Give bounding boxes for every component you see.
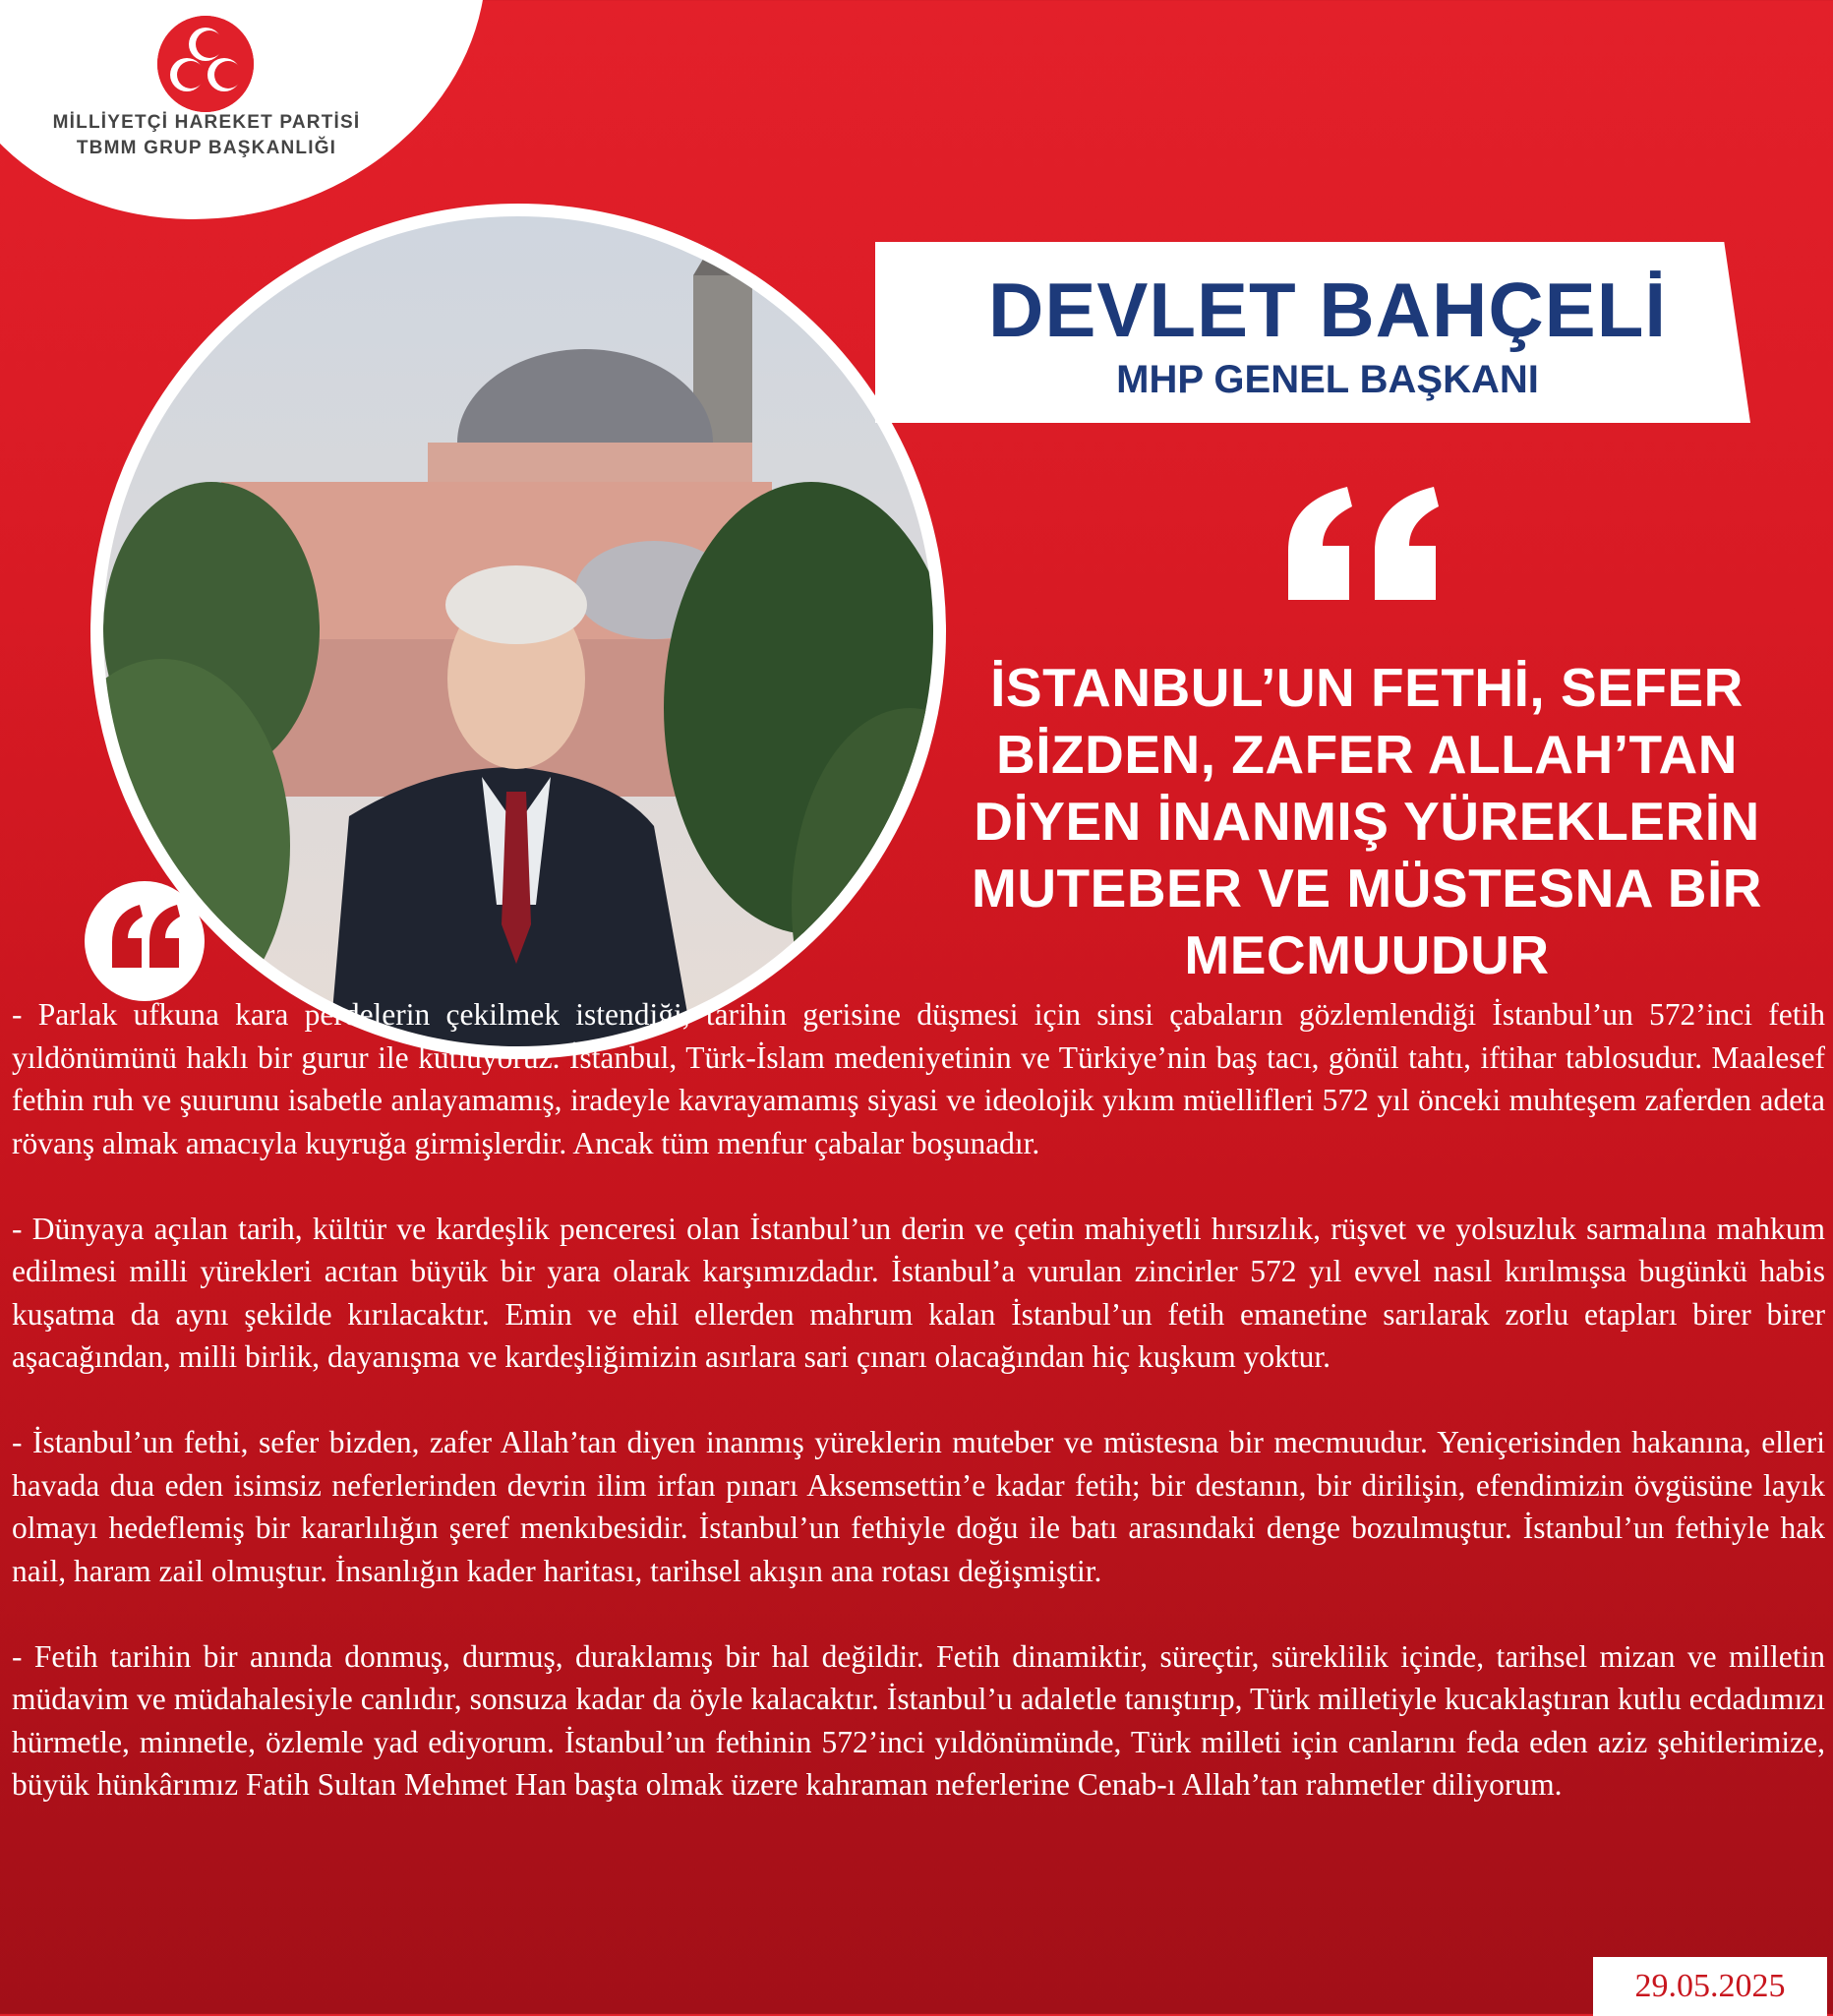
party-name <box>35 110 378 161</box>
headline-quote: İSTANBUL’UN FETHİ, SEFER BİZDEN, ZAFER ALLAH’TAN DİYEN İNANMIŞ YÜREKLERİN MUTEBER VE MÜSTESNA BİR MECMUUDUR <box>972 657 1762 985</box>
paragraph: - İstanbul’un fethi, sefer bizden, zafer Allah’tan diyen inanmış yüreklerin muteber ve müstesna bir mecmuudur. Yeniçerisinden hakanına, elleri havada dua eden isimsiz neferlerinden devrin ilim irfan pınarı Aksemsettin’e kadar fetih; bir destanın, bir dirilişin, efendimizin övgüsüne layık olmayı hedeflemiş bir kararlılığın şeref menkıbesidir. İstanbul’un fethiyle doğu ile batı arasındaki denge bozulmuştur. İstanbul’un fethiyle hak nail, haram zail olmuştur. İnsanlığın kader haritası, tarihsel akışın ana rotası değişmiştir. <box>12 1425 1825 1588</box>
party-name-line-1: MİLLİYETÇİ HAREKET PARTİSİ <box>52 112 361 133</box>
party-name-line-2: TBMM GRUP BAŞKANLIĞI <box>76 138 337 158</box>
paragraph: - Parlak ufkuna kara perdelerin çekilmek istendiği, tarihin gerisine düşmesi için sinsi çabaların gözlemlendiği İstanbul’un 572’inci fetih yıldönümünü haklı bir gurur ile kutluyoruz. İstanbul, Türk-İslam medeniyetinin ve Türkiye’nin baş tacı, gönül tahtı, iftihar tablosudur. Maalesef fethin ruh ve şuurunu isabetle anlayamamış, iradeyle kavrayamamış siyasi ve ideolojik yıkım müellifleri 572 yıl önceki muhteşem zaferden adeta rövanş almak amacıyla kuyruğa girmişlerdir. Ancak tüm menfur çabalar boşunadır. <box>12 997 1825 1160</box>
paragraph: - Dünyaya açılan tarih, kültür ve kardeşlik penceresi olan İstanbul’un derin ve çetin mahiyetli hırsızlık, rüşvet ve yolsuzluk sarmalına mahkum edilmesi milli yürekleri acıtan büyük bir yara olarak karşımızdadır. İstanbul’a vurulan zincirler 572 yıl evvel nasıl kırılmışsa bugünkü habis kuşatma da aynı şekilde kırılacaktır. Emin ve ehil ellerden mahrum kalan İstanbul’un fetih emanetine sarılarak zorlu etapları birer birer aşacağından, milli birlik, dayanışma ve kardeşliğimizin asırlara sari çınarı olacağından hiç kuşkum yoktur. <box>12 1211 1825 1374</box>
statement-body <box>12 993 1825 1849</box>
speaker-name: DEVLET BAHÇELİ <box>987 267 1668 353</box>
date-label: 29.05.2025 <box>1593 1957 1827 2016</box>
paragraph: - Fetih tarihin bir anında donmuş, durmuş, duraklamış bir hal değildir. Fetih dinamiktir, süreçtir, süreklilik içinde, tarihsel mizan ve milletin müdavim ve müdahalesiyle canlıdır, sonsuza kadar da öyle kalacaktır. İstanbul’u adaletle tanıştırıp, Türk milletiyle kucaklaştıran kutlu ecdadımızı hürmetle, minnetle, özlemle yad ediyorum. İstanbul’un fethinin 572’inci yıldönümünde, Türk milleti için canlarını feda eden aziz şehitlerimize, büyük hünkârımız Fatih Sultan Mehmet Han başta olmak üzere kahraman neferlerine Cenab-ı Allah’tan rahmetler diliyorum. <box>12 1638 1825 1802</box>
speaker-role: MHP GENEL BAŞKANI <box>1116 358 1539 401</box>
three-crescents-icon <box>157 16 254 112</box>
quote-open-icon <box>85 881 205 1001</box>
speaker-photo <box>103 216 933 1046</box>
quote-open-icon <box>1278 482 1446 610</box>
